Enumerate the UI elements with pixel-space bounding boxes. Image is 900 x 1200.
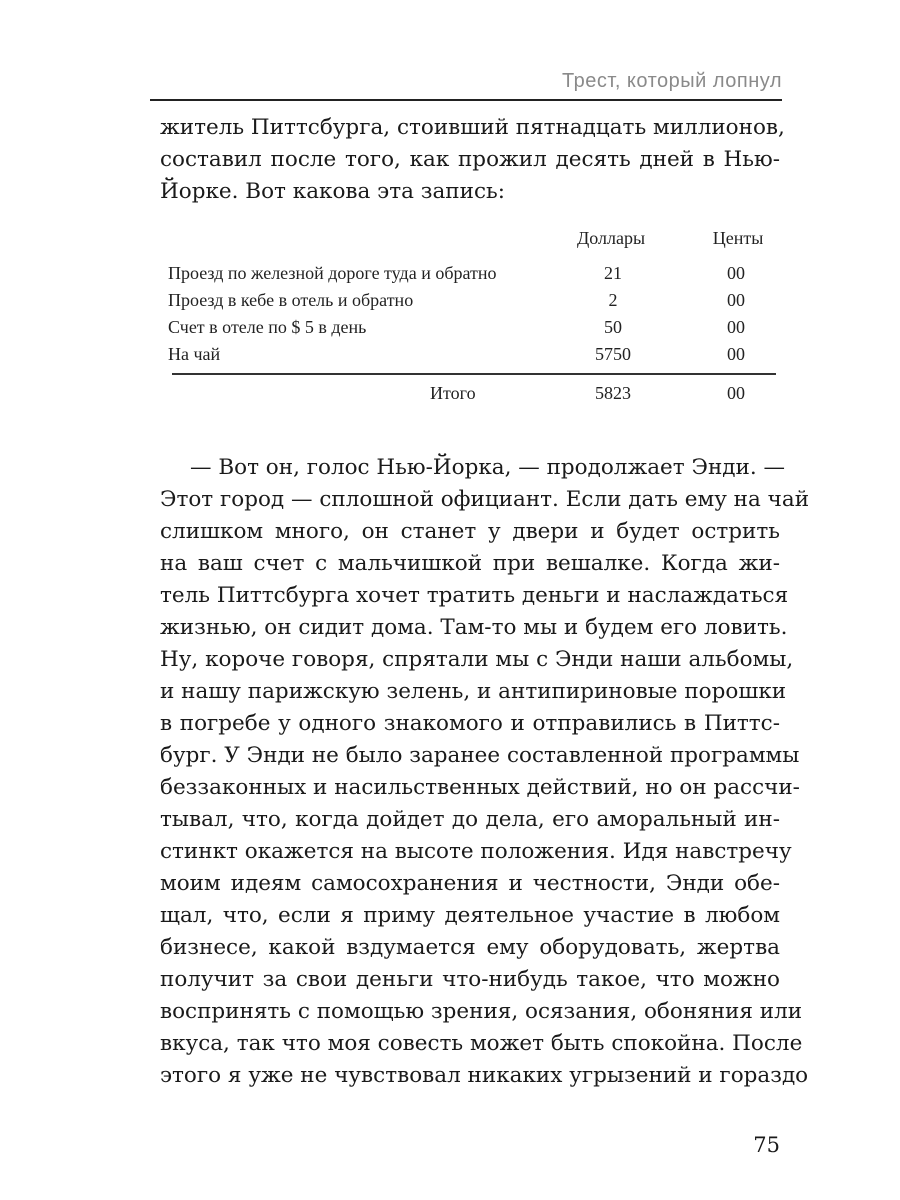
text-line: бург. У Энди не было заранее составленной программы (160, 743, 800, 768)
running-head: Трест, который лопнул (562, 70, 782, 92)
ledger-row-desc: Проезд в кебе в отель и обратно (168, 290, 414, 310)
ledger-row-dollars: 21 (604, 263, 622, 283)
header-rule (150, 99, 782, 101)
text-line: жизнью, он сидит дома. Там-то мы и будем его ловить. (160, 615, 788, 640)
paragraph-intro (160, 112, 785, 208)
ledger-row (168, 344, 778, 370)
text-line: моим идеям самосохранения и честности, Энди обе- (160, 871, 780, 896)
text-line: вкуса, так что моя совесть может быть спокойна. После (160, 1031, 803, 1056)
ledger-total-label: Итого (430, 383, 476, 403)
ledger-row (168, 317, 778, 343)
text-line: бизнесе, какой вздумается ему оборудовать, жертва (160, 935, 780, 960)
ledger-row-desc: На чай (168, 344, 221, 364)
text-line: Йорке. Вот какова эта запись: (160, 179, 505, 204)
ledger-total-dollars: 5823 (595, 383, 631, 403)
ledger-row-dollars: 2 (608, 290, 618, 310)
text-line: слишком много, он станет у двери и будет острить (160, 519, 780, 544)
ledger-total-row (168, 383, 778, 409)
text-line: щал, что, если я приму деятельное участие в любом (160, 903, 780, 928)
text-line: воспринять с помощью зрения, осязания, обоняния или (160, 999, 803, 1024)
text-line: беззаконных и насильственных действий, но он рассчи- (160, 775, 800, 800)
paragraph-main (160, 452, 810, 1092)
ledger-row-desc: Счет в отеле по $ 5 в день (168, 317, 367, 337)
ledger-row (168, 263, 778, 289)
ledger-row-dollars: 5750 (595, 344, 631, 364)
ledger-row (168, 290, 778, 316)
ledger-row-cents: 00 (727, 263, 745, 283)
page-number: 75 (753, 1133, 780, 1157)
ledger-row-dollars: 50 (604, 317, 622, 337)
text-line: составил после того, как прожил десять дней в Нью- (160, 147, 780, 172)
text-line: — Вот он, голос Нью-Йорка, — продолжает Энди. — (190, 455, 786, 480)
text-line: на ваш счет с мальчишкой при вешалке. Когда жи- (160, 551, 780, 576)
text-line: тель Питтсбурга хочет тратить деньги и наслаждаться (160, 583, 789, 608)
text-line: получит за свои деньги что-нибудь такое, что можно (160, 967, 780, 992)
ledger-header-cents: Центы (712, 228, 764, 248)
ledger-header-dollars: Доллары (576, 228, 646, 248)
text-line: и нашу парижскую зелень, и антипириновые порошки (160, 679, 787, 704)
ledger-total-rule (172, 373, 776, 375)
text-line: тывал, что, когда дойдет до дела, его аморальный ин- (160, 807, 780, 832)
text-line: стинкт окажется на высоте положения. Идя навстречу (160, 839, 792, 864)
ledger-row-desc: Проезд по железной дороге туда и обратно (168, 263, 497, 283)
text-line: Ну, короче говоря, спрятали мы с Энди наши альбомы, (160, 647, 794, 672)
text-line: житель Питтсбурга, стоивший пятнадцать миллионов, (160, 115, 785, 140)
ledger-row-cents: 00 (727, 290, 745, 310)
text-line: этого я уже не чувствовал никаких угрызений и гораздо (160, 1063, 809, 1088)
ledger-total-cents: 00 (727, 383, 745, 403)
ledger-row-cents: 00 (727, 317, 745, 337)
ledger-row-cents: 00 (727, 344, 745, 364)
text-line: Этот город — сплошной официант. Если дать ему на чай (160, 487, 810, 512)
text-line: в погребе у одного знакомого и отправились в Питтс- (160, 711, 780, 736)
ledger-header-row (168, 228, 778, 254)
